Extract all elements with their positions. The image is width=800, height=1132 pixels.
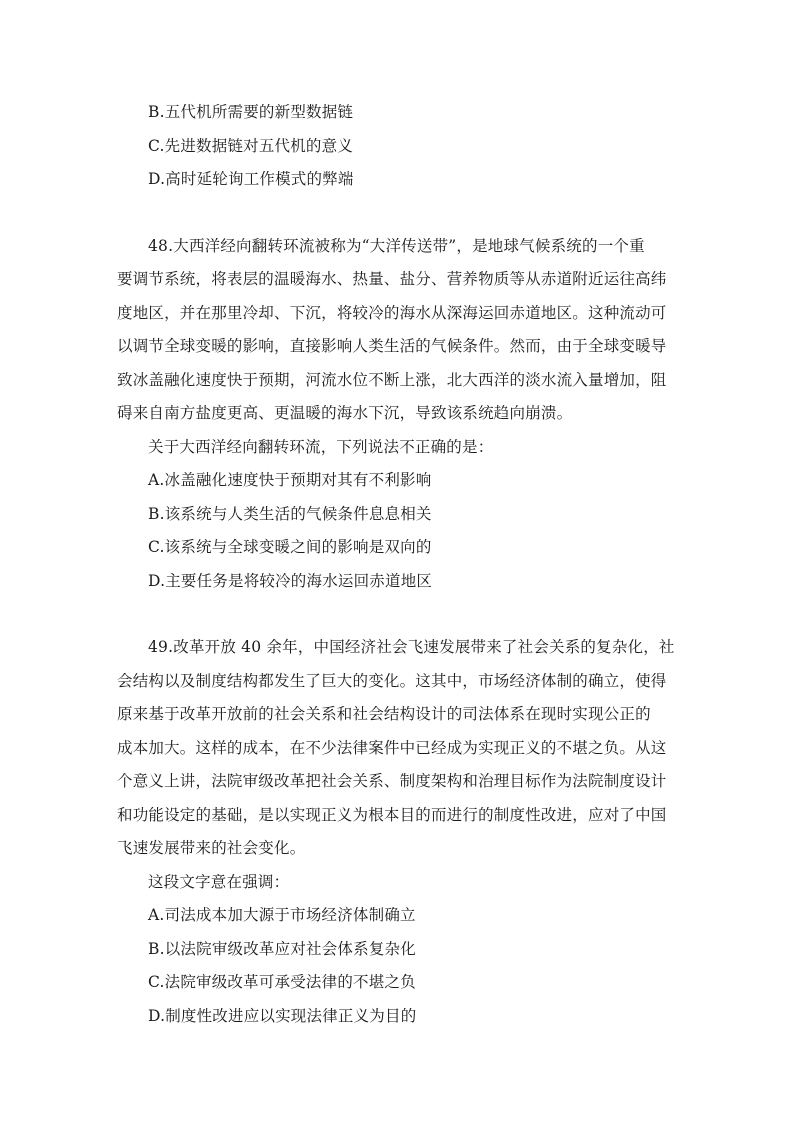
q48-stem-text-1: 48.大西洋经向翻转环流被称为“大洋传送带”，是地球气候系统的一个重 [148, 236, 645, 255]
q48-option-b: B.该系统与人类生活的气候条件息息相关 [148, 504, 432, 523]
q49-stem-line-7: 飞速发展带来的社会变化。 [117, 839, 306, 857]
q48-option-a: A.冰盖融化速度快于预期对其有不利影响 [148, 471, 432, 489]
q49-stem-line-1: 49.改革开放 40 余年，中国经济社会飞速发展带来了社会关系的复杂化，社 [148, 638, 675, 656]
document-page [117, 96, 688, 1033]
q48-stem-line-1 [148, 230, 688, 264]
q49-option-c: C.法院审级改革可承受法律的不堪之负 [148, 973, 416, 991]
question-49 [117, 631, 688, 1033]
q49-option-a: A.司法成本加大源于市场经济体制确立 [148, 906, 416, 924]
prev-option-d: D.高时延轮询工作模式的弊端 [148, 170, 354, 188]
q48-stem-line-4: 以调节全球变暖的影响，直接影响人类生活的气候条件。然而，由于全球变暖导 [117, 337, 667, 355]
q49-stem-line-3: 原来基于改革开放前的社会关系和社会结构设计的司法体系在现时实现公正的 [117, 705, 651, 723]
q48-stem-line-6: 碍来自南方盐度更高、更温暖的海水下沉，导致该系统趋向崩溃。 [117, 404, 573, 422]
q48-option-d: D.主要任务是将较冷的海水运回赤道地区 [148, 571, 433, 590]
q48-prompt: 关于大西洋经向翻转环流，下列说法不正确的是： [148, 437, 494, 456]
q49-option-d: D.制度性改进应以实现法律正义为目的 [148, 1006, 417, 1025]
q49-stem-line-5: 个意义上讲，法院审级改革把社会关系、制度架构和治理目标作为法院制度设计 [117, 772, 667, 790]
q49-stem-line-2: 会结构以及制度结构都发生了巨大的变化。这其中，市场经济体制的确立，使得 [117, 671, 667, 690]
question-48 [117, 230, 688, 599]
q49-option-b: B.以法院审级改革应对社会体系复杂化 [148, 939, 416, 958]
q48-stem-line-5: 致冰盖融化速度快于预期，河流水位不断上涨，北大西洋的淡水流入量增加，阻 [117, 370, 667, 389]
q49-stem-line-6: 和功能设定的基础，是以实现正义为根本目的而进行的制度性改进，应对了中国 [117, 805, 667, 824]
q48-stem-line-3: 度地区，并在那里冷却、下沉，将较冷的海水从深海运回赤道地区。这种流动可 [117, 303, 667, 322]
q48-stem-line-2: 要调节系统，将表层的温暖海水、热量、盐分、营养物质等从赤道附近运往高纬 [117, 270, 667, 288]
prev-option-b: B.五代机所需要的新型数据链 [148, 103, 354, 121]
q49-prompt: 这段文字意在强调： [148, 872, 290, 891]
q48-option-c: C.该系统与全球变暖之间的影响是双向的 [148, 538, 432, 556]
q49-stem-line-4: 成本加大。这样的成本，在不少法律案件中已经成为实现正义的不堪之负。从这 [117, 738, 667, 757]
prev-question-options [148, 96, 688, 197]
prev-option-c: C.先进数据链对五代机的意义 [148, 136, 354, 155]
